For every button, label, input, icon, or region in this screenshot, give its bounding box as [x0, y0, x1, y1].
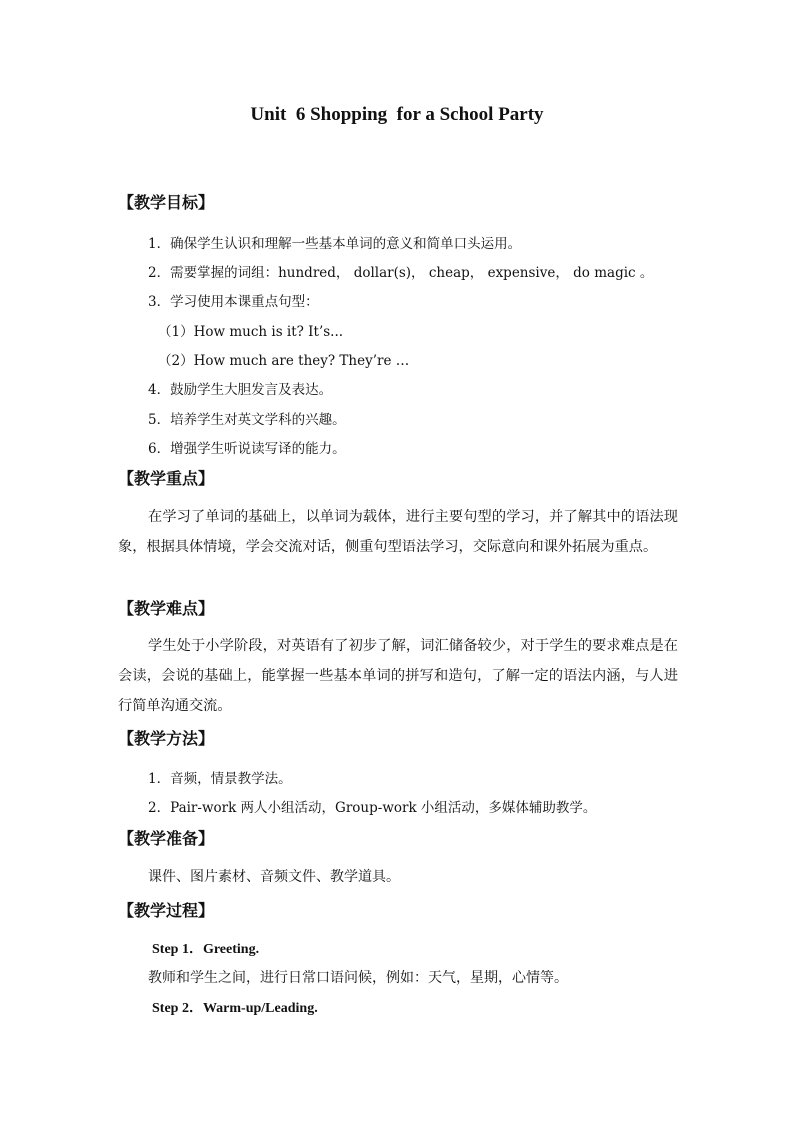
method-item: 1．音频，情景教学法。 [148, 771, 292, 787]
heading-key-points: 【教学重点】 [118, 469, 215, 488]
preparation-text: 课件、图片素材、音频文件、教学道具。 [148, 869, 400, 885]
key-points-paragraph: 在学习了单词的基础上，以单词为载体，进行主要句型的学习，并了解其中的语法现象，根据具体情境，学会交流对话，侧重句型语法学习，交际意向和课外拓展为重点。 [118, 509, 678, 555]
document-title: Unit 6 Shopping for a School Party [250, 104, 544, 125]
objective-item: 3．学习使用本课重点句型： [148, 294, 319, 310]
objective-item: 5．培养学生对英文学科的兴趣。 [148, 412, 346, 428]
heading-methods: 【教学方法】 [118, 729, 215, 748]
heading-objectives: 【教学目标】 [118, 193, 215, 212]
heading-preparation: 【教学准备】 [118, 829, 215, 848]
objective-subitem: （1）How much is it? It’s... [158, 324, 344, 340]
step-1-title: Step 1．Greeting. [152, 942, 260, 957]
heading-process: 【教学过程】 [118, 901, 215, 920]
objective-subitem: （2）How much are they? They’re … [158, 353, 410, 369]
difficulties-paragraph: 学生处于小学阶段，对英语有了初步了解，词汇储备较少，对于学生的要求难点是在会读，会说的基础上，能掌握一些基本单词的拼写和造句，了解一定的语法内涵，与人进行简单沟通交流。 [118, 638, 678, 714]
objective-item: 4．鼓励学生大胆发言及表达。 [148, 382, 333, 398]
step-2-title: Step 2．Warm-up/Leading. [152, 1001, 318, 1016]
objective-item: 2．需要掌握的词组：hundred， dollar(s)， cheap， expensive， do magic 。 [148, 265, 654, 281]
objective-item: 1．确保学生认识和理解一些基本单词的意义和简单口头运用。 [148, 236, 522, 252]
step-1-text: 教师和学生之间，进行日常口语问候，例如：天气，星期，心情等。 [148, 970, 568, 986]
objective-item: 6．增强学生听说读写译的能力。 [148, 441, 346, 457]
heading-difficulties: 【教学难点】 [118, 599, 215, 618]
method-item: 2．Pair-work 两人小组活动，Group-work 小组活动，多媒体辅助教学。 [148, 800, 597, 816]
